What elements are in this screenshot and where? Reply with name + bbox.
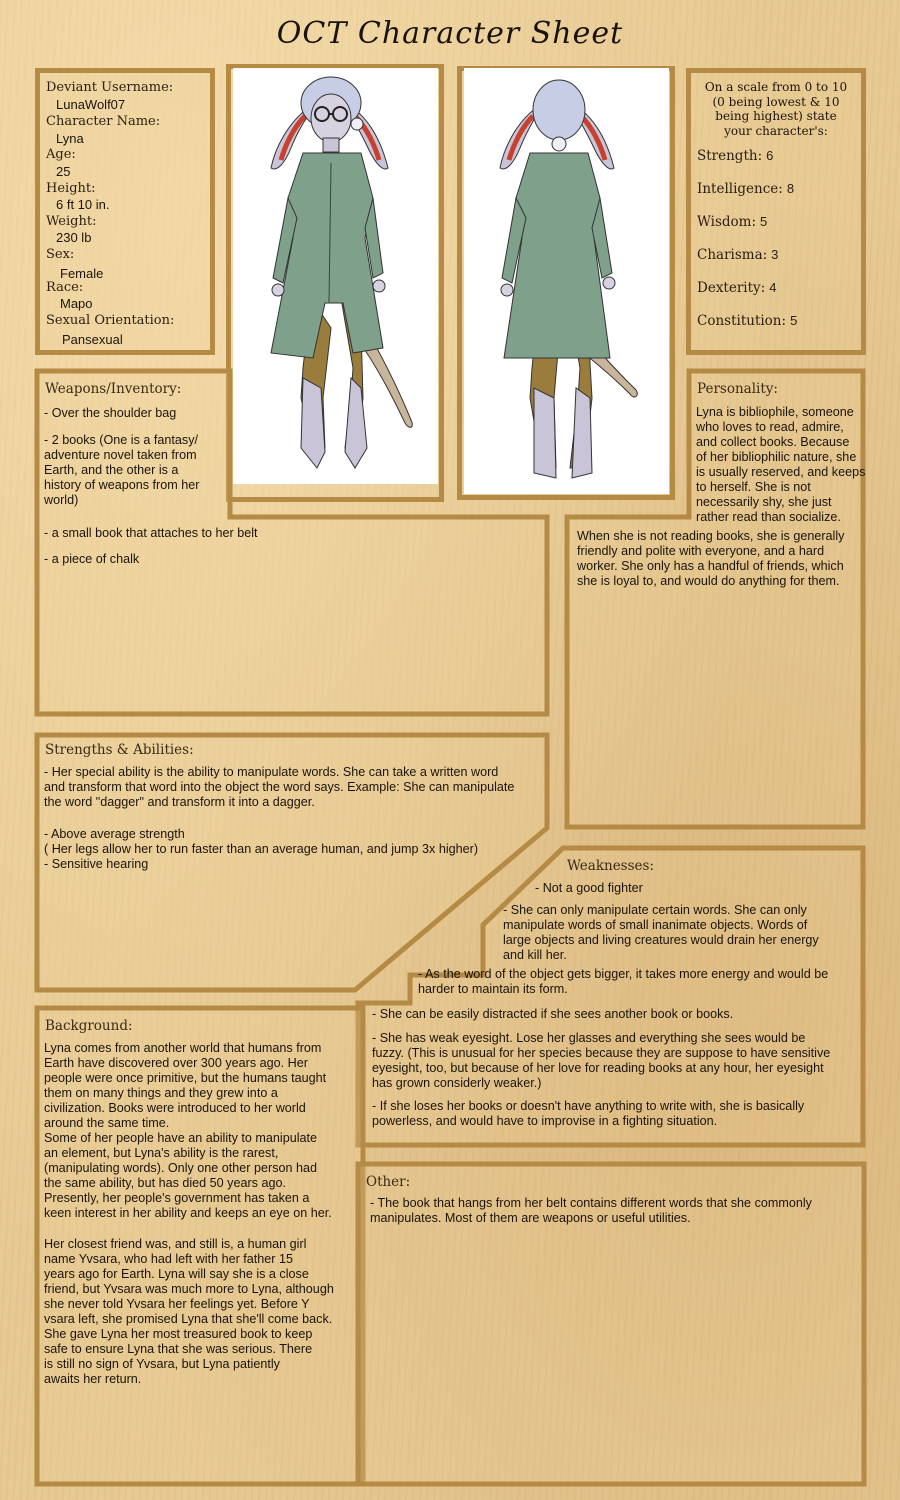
stat-strength-value: 6 — [766, 148, 774, 163]
character-name-value: Lyna — [56, 131, 84, 146]
weight-label: Weight: — [46, 214, 97, 229]
background-para-1: Lyna comes from another world that humans from Earth have discovered over 300 years ago. Her people were once primitive, but the humans taught them on many things and they grew into a civilization. Books were introduced to her world around the same time. Some of her people have an ability to manipulate an element, but Lyna's ability is the rarest, (manipulating words). Only one other person had the same ability, but has died 50 years ago. Presently, her people's government has taken a keen interest in her ability and keeps an eye on her. — [44, 1041, 332, 1220]
stat-constitution-label: Constitution: — [697, 313, 787, 329]
page-title: OCT Character Sheet — [276, 16, 624, 51]
weapons-item-3: - a small book that attaches to her belt — [44, 526, 258, 540]
weakness-item-2: - She can only manipulate certain words. She can only manipulate words of small inanimate objects. Words of large objects and living creatures would drain her energy and kill her. — [503, 903, 819, 962]
character-name-label: Character Name: — [46, 114, 161, 129]
orientation-label: Sexual Orientation: — [46, 313, 175, 328]
age-value: 25 — [56, 164, 71, 179]
background-heading: Background: — [45, 1018, 133, 1034]
orientation-value: Pansexual — [62, 332, 123, 347]
weapons-item-4: - a piece of chalk — [44, 552, 140, 566]
username-value: LunaWolf07 — [56, 97, 126, 112]
weapons-heading: Weapons/Inventory: — [45, 381, 182, 397]
stats-intro: On a scale from 0 to 10 (0 being lowest & 10 being highest) state your character's: — [704, 80, 848, 138]
height-label: Height: — [46, 181, 96, 196]
race-label: Race: — [46, 280, 84, 295]
stat-intelligence-value: 8 — [786, 181, 795, 196]
stat-intelligence-label: Intelligence: — [697, 181, 783, 197]
stat-constitution-value: 5 — [790, 313, 798, 328]
username-label: Deviant Username: — [46, 80, 174, 95]
strengths-para-2: - Above average strength ( Her legs allow her to run faster than an average human, and jump 3x higher) - Sensitive hearing — [44, 827, 479, 871]
sex-label: Sex: — [46, 247, 75, 262]
weakness-item-6: - If she loses her books or doesn't have anything to write with, she is basically powerless, and would have to improvise in a fighting situation. — [372, 1099, 805, 1128]
weakness-item-5: - She has weak eyesight. Lose her glasses and everything she sees would be fuzzy. (This is unusual for her species because they are suppose to have sensitive eyesight, too, but because of her love for reading books at any hour, her eyesight has grown considerly weaker.) — [372, 1031, 831, 1090]
stat-dexterity-label: Dexterity: — [697, 280, 766, 296]
age-label: Age: — [46, 147, 76, 162]
other-heading: Other: — [366, 1174, 411, 1190]
stat-wisdom-label: Wisdom: — [697, 214, 757, 230]
stat-wisdom-value: 5 — [760, 214, 768, 229]
weakness-item-4: - She can be easily distracted if she sees another book or books. — [372, 1007, 734, 1021]
sex-value: Female — [60, 266, 104, 281]
weapons-item-1: - Over the shoulder bag — [44, 406, 177, 420]
personality-heading: Personality: — [697, 381, 778, 397]
stat-strength-label: Strength: — [697, 148, 763, 164]
stat-charisma-value: 3 — [771, 247, 779, 262]
weakness-item-1: - Not a good fighter — [535, 881, 643, 895]
stat-charisma-label: Charisma: — [697, 247, 768, 263]
race-value: Mapo — [60, 296, 93, 311]
weapons-item-2: - 2 books (One is a fantasy/ adventure novel taken from Earth, and the other is a history of weapons from her world) — [44, 433, 200, 507]
strengths-heading: Strengths & Abilities: — [45, 742, 194, 758]
weakness-item-3: - As the word of the object gets bigger, it takes more energy and would be harder to maintain its form. — [418, 967, 829, 996]
height-value: 6 ft 10 in. — [56, 197, 110, 212]
weight-value: 230 lb — [56, 230, 92, 245]
other-text: - The book that hangs from her belt contains different words that she commonly manipulates. Most of them are weapons or useful utilities. — [370, 1196, 812, 1225]
weaknesses-heading: Weaknesses: — [567, 858, 654, 874]
strengths-para-1: - Her special ability is the ability to manipulate words. She can take a written word and transform that word into the object the word says. Example: She can manipulate the word "dagger" and transform it into a dagger. — [44, 765, 515, 809]
background-para-2: Her closest friend was, and still is, a human girl name Yvsara, who had left with her father 15 years ago for Earth. Lyna will say she is a close friend, but Yvsara was much more to Lyna, although she never told Yvsara her feelings yet. Before Y vsara left, she promised Lyna that she'll come back. She gave Lyna her most treasured book to keep safe to ensure Lyna that she was serious. There is still no sign of Yvsara, but Lyna patiently awaits her return. — [44, 1237, 334, 1386]
personality-text-top: Lyna is bibliophile, someone who loves to read, admire, and collect books. Because of her bibliophilic nature, she is usually reserved, and keeps to herself. She is not necessarily shy, she just rather read than socialize. — [696, 405, 866, 524]
personality-text-bottom: When she is not reading books, she is generally friendly and polite with everyone, and a hard worker. She only has a handful of friends, which she is loyal to, and would do anything for them. — [577, 529, 845, 588]
stat-dexterity-value: 4 — [769, 280, 777, 295]
